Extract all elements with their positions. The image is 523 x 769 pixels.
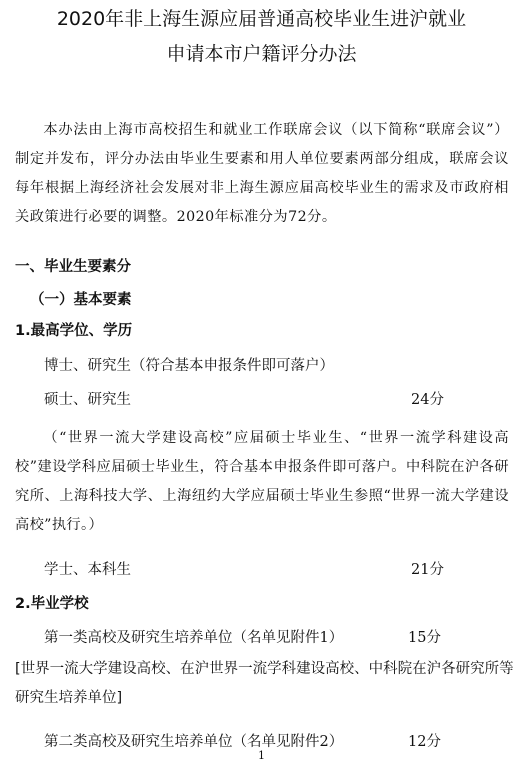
master-label: 硕士、研究生 (44, 392, 131, 408)
bachelor-score: 21分 (411, 562, 444, 578)
bachelor-label: 学士、本科生 (44, 562, 131, 578)
school-class2-label: 第二类高校及研究生培养单位（名单见附件2） (44, 734, 344, 750)
master-score: 24分 (411, 392, 444, 408)
school-class1-note: [世界一流大学建设高校、在沪世界一流学科建设高校、中科院在沪各研究所等研究生培养单位] (15, 661, 514, 706)
master-note: （“世界一流大学建设高校”应届硕士毕业生、“世界一流学科建设高校”建设学科应届硕士毕业生，符合基本申报条件即可落户。中科院在沪各研究所、上海科技大学、上海纽约大学应届硕士毕业生参照“世界一流大学建设高校”执行。） (15, 430, 509, 533)
document-title-line1: 2020年非上海生源应届普通高校毕业生进沪就业 (56, 8, 467, 30)
document-title-line2: 申请本市户籍评分办法 (166, 43, 357, 65)
intro-paragraph: 本办法由上海市高校招生和就业工作联席会议（以下简称“联席会议”）制定并发布，评分办法由毕业生要素和用人单位要素两部分组成，联席会议每年根据上海经济社会发展对非上海生源应届高校毕业生的需求及市政府相关政策进行必要的调整。2020年标准分为72分。 (15, 122, 509, 225)
item-heading-degree: 1.最高学位、学历 (15, 323, 133, 339)
school-class1-score: 15分 (408, 630, 441, 646)
page-number: 1 (258, 749, 265, 762)
doctor-line: 博士、研究生（符合基本申报条件即可落户） (44, 358, 334, 374)
school-class1-label: 第一类高校及研究生培养单位（名单见附件1） (44, 630, 344, 646)
section-heading-graduate-factors: 一、毕业生要素分 (15, 259, 131, 275)
school-class2-score: 12分 (408, 734, 441, 750)
subsection-heading-basic-factors: （一）基本要素 (30, 291, 132, 308)
item-heading-school: 2.毕业学校 (15, 596, 89, 612)
